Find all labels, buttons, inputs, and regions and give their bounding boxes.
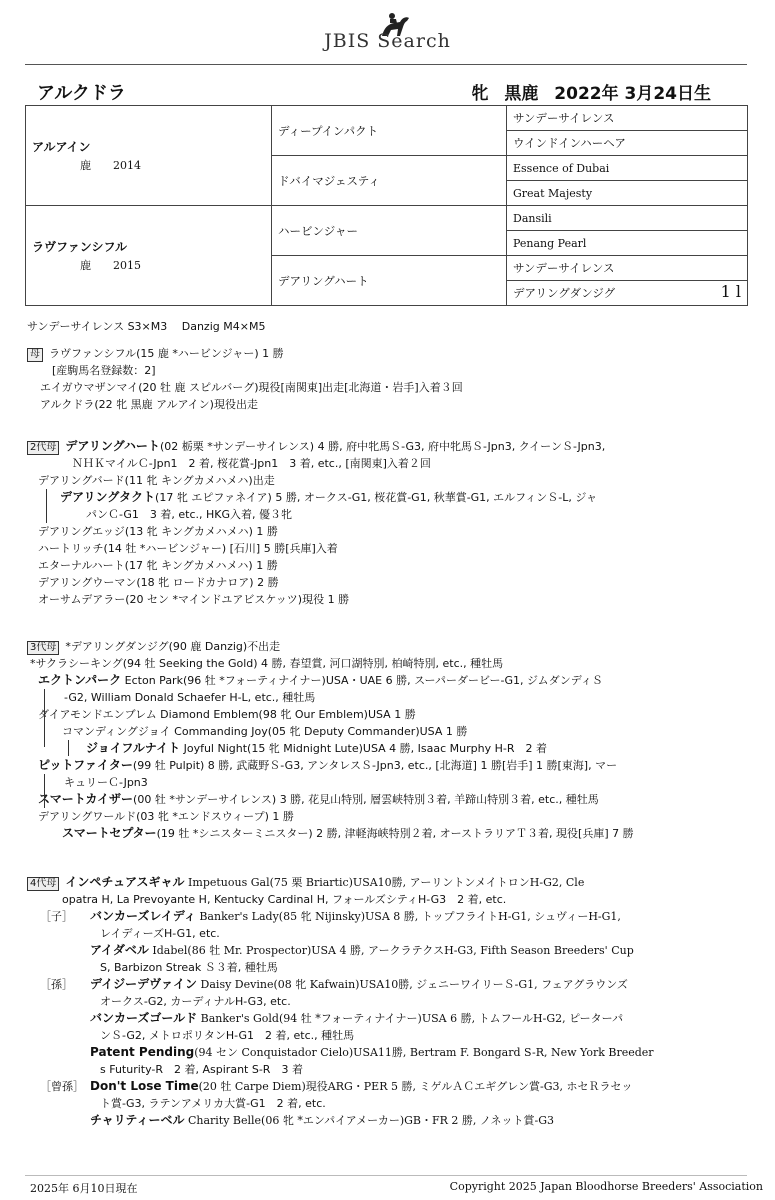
second-dam-tag: 2代母 xyxy=(27,441,59,455)
notable-horse[interactable]: アイダベル xyxy=(90,943,149,957)
list-item: s Futurity-R 2 着, Aspirant S-R 3 着 xyxy=(100,1063,303,1076)
great-grandchild-label: ［曾孫］ xyxy=(40,1080,84,1093)
notable-horse[interactable]: ピットファイター xyxy=(38,758,133,772)
gen3-cell[interactable]: Penang Pearl xyxy=(507,231,748,256)
list-item: -G2, William Donald Schaefer H-L, etc., 種牡馬 xyxy=(64,691,316,704)
dam-line: ラヴファンシフル(15 鹿 *ハービンジャー) 1 勝 xyxy=(49,347,284,360)
list-item: デアリングワールド(03 牝 *エンドスウィープ) 1 勝 xyxy=(38,810,294,823)
list-item: コマンディングジョイ Commanding Joy(05 牝 Deputy Commander)USA 1 勝 xyxy=(62,725,468,738)
notable-horse[interactable]: バンカーズゴールド xyxy=(90,1011,198,1025)
dam-dam[interactable]: デアリングハート xyxy=(272,256,507,306)
notable-horse[interactable]: スマートセプター xyxy=(62,826,157,840)
list-item: ンＳ-G2, メトロポリタンH-G1 2 着, etc., 種牡馬 xyxy=(100,1029,355,1042)
notable-horse[interactable]: デアリングタクト xyxy=(60,490,156,504)
dam-name: ラヴファンシフル xyxy=(32,240,127,254)
notable-horse[interactable]: デイジーデヴァイン xyxy=(90,977,198,991)
third-dam-section: 3代母 *デアリングダンジグ(90 鹿 Danzig)不出走 *サクラシーキング(94 牡 Seeking the Gold) 4 勝, 春望賞, 河口湖特別, 柏崎特別, etc., 種牡馬 エクトンパーク Ecton Park(96 牡 *フォーティナイナー)USA・UAE 6 勝, スーパーダービー-G1, ジムダンディＳ -G2, William Donald Schaefer H-L, etc., 種牡馬 ダイアモンドエンブレム Diamond Emblem(98 牝 Our Emblem)USA 1 勝 コマンディングジョイ Commanding Joy(05 牝 Deputy Commander)USA 1 勝 ジョイフルナイト Joyful Night(15 牝 Midnight Lute)USA 4 勝, Isaac Murphy H-R 2 着 ピットファイター(99 牡 Pulpit) 8 勝, 武蔵野Ｓ-G3, アンタレスＳ-Jpn3, etc., [北海道] 1 勝[岩手] 1 勝[東海], マー キュリーＣ-Jpn3 スマートカイザー(00 牡 *サンデーサイレンス) 3 勝, 花見山特別, 層雲峡特別３着, 羊蹄山特別３着, etc., 種牡馬 デアリングワールド(03 牝 *エンドスウィープ) 1 勝 スマートセプター(19 牡 *シニスターミニスター) 2 勝, 津軽海峡特別２着, オーストラリアＴ３着, 現役[兵庫] 7 勝 xyxy=(0,638,775,842)
list-item: エターナルハート(17 牝 キングカメハメハ) 1 勝 xyxy=(38,559,278,572)
second-dam-section: 2代母 デアリングハート(02 栃栗 *サンデーサイレンス) 4 勝, 府中牝馬Ｓ-G3, 府中牝馬Ｓ-Jpn3, クイーンＳ-Jpn3, ＮＨＫマイルＣ-Jpn1 2 着, 桜花賞-Jpn1 3 着, etc., [南関東]入着２回 デアリングバード(11 牝 キングカメハメハ)出走 デアリングタクト(17 牝 エピファネイア) 5 勝, オークス-G1, 桜花賞-G1, 秋華賞-G1, エルフィンＳ-L, ジャ パンＣ-G1 3 着, etc., HKG入着, 優３牝 デアリングエッジ(13 牝 キングカメハメハ) 1 勝 ハートリッチ(14 牡 *ハービンジャー) [石川] 5 勝[兵庫]入着 エターナルハート(17 牝 キングカメハメハ) 1 勝 デアリングウーマン(18 牝 ロードカナロア) 2 勝 オーサムデアラー(20 セン *マインドユアビスケッツ)現役 1 勝 xyxy=(0,438,775,608)
fourth-dam-section: 4代母 インペチュアスギャル Impetuous Gal(75 栗 Briartic)USA10勝, アーリントンメイトロンH-G2, Cle opatra H, La Prevoyante H, Kentucky Cardinal H, フォールズシティH-G3 2 着, etc. ［子］ バンカーズレイディ Banker's Lady(85 牝 Nijinsky)USA 8 勝, トップフライトH-G1, シュヴィーH-G1, レイディーズH-G1, etc. アイダベル Idabel(86 牡 Mr. Prospector)USA 4 勝, アークラテクスH-G3, Fifth Season Breeders' Cup S, Barbizon Streak Ｓ３着, 種牡馬 ［孫］ デイジーデヴァイン Daisy Devine(08 牝 Kafwain)USA10勝, ジェニーワイリーＳ-G1, フェアグラウンズ オークス-G2, カーディナルH-G3, etc. バンカーズゴールド Banker's Gold(94 牡 *フォーティナイナー)USA 6 勝, トムフールH-G2, ピーターパ ンＳ-G2, メトロポリタンH-G1 2 着, etc., 種牡馬 Patent Pending(94 セン Conquistador Cielo)USA11勝, Bertram F. Bongard S-R, New York Breeder s Futurity-R 2 着, Aspirant S-R 3 着 ［曾孫］ Don't Lose Time(20 牡 Carpe Diem)現役ARG・PER 5 勝, ミゲルＡＣエギグレン賞-G3, ホセＲラセッ ト賞-G3, ラテンアメリカ大賞-G1 2 着, etc. チャリティーベル Charity Belle(06 牝 *エンパイアメーカー)GB・FR 2 勝, ノネット賞-G3 xyxy=(0,874,775,1129)
child-label: ［子］ xyxy=(40,910,73,923)
family-number: 1 l xyxy=(720,282,741,301)
horse-meta xyxy=(461,79,711,104)
copyright: Copyright 2025 Japan Bloodhorse Breeders' Association xyxy=(449,1180,763,1193)
sire-name: アルアイン xyxy=(32,140,91,154)
notable-horse[interactable]: エクトンパーク xyxy=(38,673,122,687)
fourth-dam-tag: 4代母 xyxy=(27,877,59,891)
offspring-item: アルクドラ(22 牝 黒鹿 アルアイン)現役出走 xyxy=(40,398,258,411)
notable-horse[interactable]: チャリティーベル xyxy=(90,1113,185,1127)
list-item: オークス-G2, カーディナルH-G3, etc. xyxy=(100,995,291,1008)
sire-cell[interactable] xyxy=(26,106,272,206)
sire-info: 鹿 2014 xyxy=(80,159,141,172)
site-logo[interactable] xyxy=(0,6,775,52)
gen3-cell[interactable]: Dansili xyxy=(507,206,748,231)
pedigree-table xyxy=(25,105,748,306)
third-dam-tag: 3代母 xyxy=(27,641,59,655)
notable-horse[interactable]: バンカーズレイディ xyxy=(90,909,196,923)
as-of-date: 2025年 6月10日現在 xyxy=(30,1182,138,1195)
logo-text: JBIS Search xyxy=(324,30,451,52)
dam-sire[interactable]: ハービンジャー xyxy=(272,206,507,256)
list-item: ハートリッチ(14 牡 *ハービンジャー) [石川] 5 勝[兵庫]入着 xyxy=(38,542,338,555)
list-item: ト賞-G3, ラテンアメリカ大賞-G1 2 着, etc. xyxy=(100,1097,326,1110)
second-dam-name[interactable]: デアリングハート xyxy=(65,439,160,453)
offspring-count: [産駒馬名登録数：2] xyxy=(52,364,156,377)
grandchild-label: ［孫］ xyxy=(40,978,73,991)
notable-horse[interactable]: Patent Pending xyxy=(90,1045,195,1059)
horse-color: 黒鹿 xyxy=(504,84,539,104)
horse-birth: 2022年 3月24日生 xyxy=(554,84,711,104)
dam-cell[interactable] xyxy=(26,206,272,306)
inbreeding-line: サンデーサイレンス S3×M3 Danzig M4×M5 xyxy=(27,320,266,333)
tree-line xyxy=(44,774,45,808)
tree-line xyxy=(46,489,47,523)
gen3-cell[interactable]: デアリングダンジグ 1 l xyxy=(507,281,748,306)
list-item: ダイアモンドエンブレム Diamond Emblem(98 牝 Our Emblem)USA 1 勝 xyxy=(38,708,416,721)
header-divider xyxy=(25,64,747,65)
list-item: パンＣ-G1 3 着, etc., HKG入着, 優３牝 xyxy=(86,508,293,521)
list-item: キュリーＣ-Jpn3 xyxy=(64,776,148,789)
sire-sire[interactable]: ディープインパクト xyxy=(272,106,507,156)
third-dam-name: *デアリングダンジグ(90 鹿 Danzig)不出走 xyxy=(65,640,281,653)
tree-line xyxy=(68,740,69,756)
list-item: opatra H, La Prevoyante H, Kentucky Cardinal H, フォールズシティH-G3 2 着, etc. xyxy=(62,893,507,906)
gen3-cell[interactable]: Great Majesty xyxy=(507,181,748,206)
list-item: オーサムデアラー(20 セン *マインドユアビスケッツ)現役 1 勝 xyxy=(38,593,350,606)
fourth-dam-name[interactable]: インペチュアスギャル xyxy=(65,875,185,889)
second-dam-record: ＮＨＫマイルＣ-Jpn1 2 着, 桜花賞-Jpn1 3 着, etc., [南関東]入着２回 xyxy=(72,457,431,470)
notable-horse[interactable]: ジョイフルナイト xyxy=(86,741,181,755)
list-item: デアリングウーマン(18 牝 ロードカナロア) 2 勝 xyxy=(38,576,279,589)
horse-sex: 牝 xyxy=(471,84,489,104)
gen3-cell[interactable]: ウインドインハーヘア xyxy=(507,131,748,156)
dam-info: 鹿 2015 xyxy=(80,259,141,272)
notable-horse[interactable]: Don't Lose Time xyxy=(90,1079,199,1093)
gen3-cell[interactable]: サンデーサイレンス xyxy=(507,256,748,281)
list-item: *サクラシーキング(94 牡 Seeking the Gold) 4 勝, 春望賞, 河口湖特別, 柏崎特別, etc., 種牡馬 xyxy=(30,657,504,670)
tree-line xyxy=(44,689,45,747)
list-item: デアリングバード(11 牝 キングカメハメハ)出走 xyxy=(38,474,275,487)
sire-dam[interactable]: ドバイマジェスティ xyxy=(272,156,507,206)
horse-name: アルクドラ xyxy=(37,83,126,104)
list-item: デアリングエッジ(13 牝 キングカメハメハ) 1 勝 xyxy=(38,525,278,538)
gen3-cell[interactable]: サンデーサイレンス xyxy=(507,106,748,131)
dam-tag: 母 xyxy=(27,348,43,362)
dam-section xyxy=(0,345,775,413)
gen3-cell[interactable]: Essence of Dubai xyxy=(507,156,748,181)
list-item: レイディーズH-G1, etc. xyxy=(100,927,220,940)
offspring-item: エイガウマザンマイ(20 牡 鹿 スピルバーグ)現役[南関東]出走[北海道・岩手]入着３回 xyxy=(40,381,463,394)
footer-divider xyxy=(25,1175,747,1176)
notable-horse[interactable]: スマートカイザー xyxy=(38,792,134,806)
list-item: S, Barbizon Streak Ｓ３着, 種牡馬 xyxy=(100,961,278,974)
